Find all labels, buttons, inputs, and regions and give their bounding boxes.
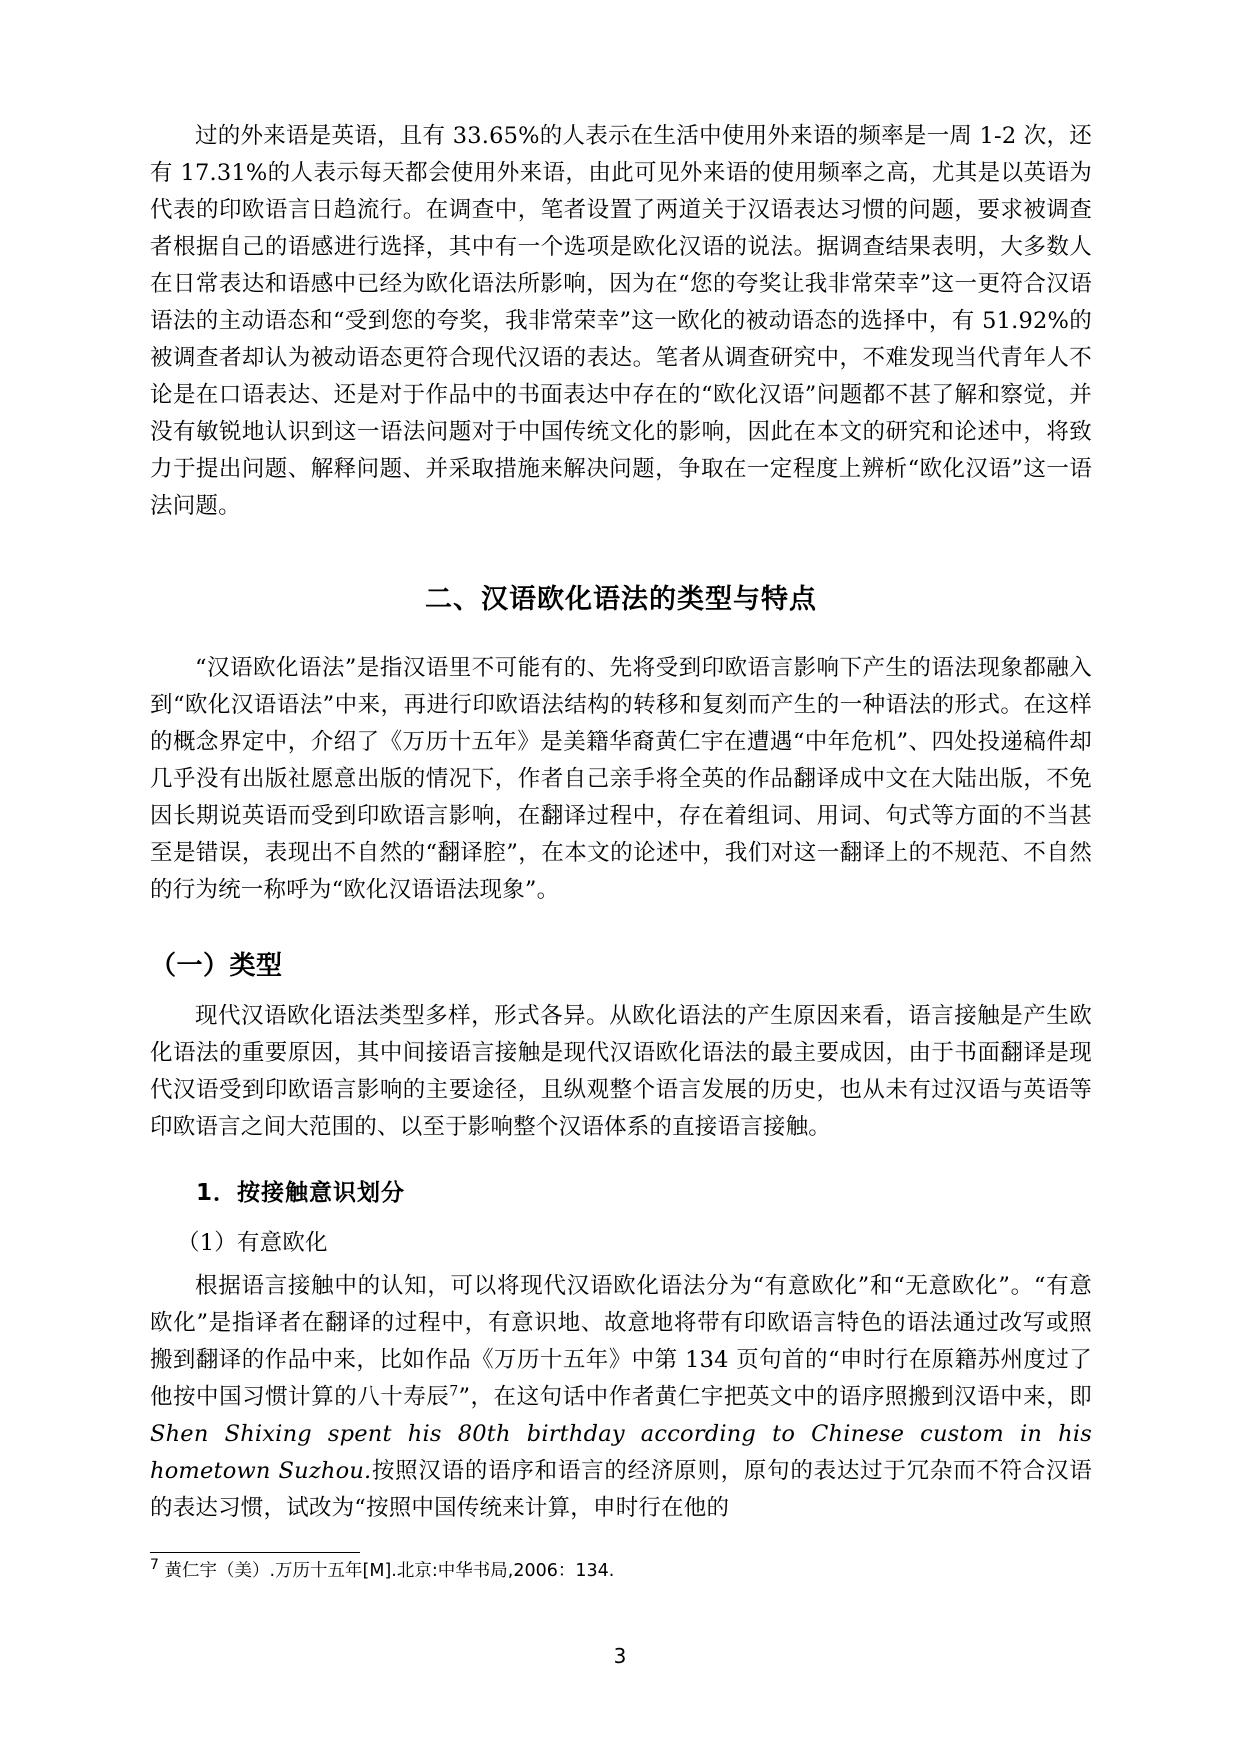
page-number: 3 (613, 1644, 627, 1668)
footnote-reference-marker: 7 (449, 1383, 459, 1400)
english-quotation: Shen Shixing spent his 80th birthday according to Chinese custom in his hometown Suzhou. (150, 1421, 1092, 1484)
subsection-heading-types: （一）类型 (150, 951, 283, 981)
footnote-citation: 黄仁宇（美）.万历十五年[M].北京:中华书局,2006：134. (158, 1561, 615, 1581)
item-heading-contact-awareness: 1．按接触意识划分 (196, 1180, 406, 1206)
paragraph-definition: “汉语欧化语法”是指汉语里不可能有的、先将受到印欧语言影响下产生的语法现象都融入到“欧化汉语语法”中来，再进行印欧语法结构的转移和复刻而产生的一种语法的形式。在这样的概念界定中，介绍了《万历十五年》是美籍华裔黄仁宇在遭遇“中年危机”、四处投递稿件却几乎没有出版社愿意出版的情况下，作者自己亲手将全英的作品翻译成中文在大陆出版，不免因长期说英语而受到印欧语言影响，在翻译过程中，存在着组词、用词、句式等方面的不当甚至是错误，表现出不自然的“翻译腔”，在本文的论述中，我们对这一翻译上的不规范、不自然的行为统一称呼为“欧化汉语语法现象”。 (150, 655, 1092, 903)
paragraph-continuation: 过的外来语是英语，且有 33.65%的人表示在生活中使用外来语的频率是一周 1-2 次，还有 17.31%的人表示每天都会使用外来语，由此可见外来语的使用频率之高，尤其是以英语为代表的印欧语言日趋流行。在调查中，笔者设置了两道关于汉语表达习惯的问题，要求被调查者根据自己的语感进行选择，其中有一个选项是欧化汉语的说法。据调查结果表明，大多数人在日常表达和语感中已经为欧化语法所影响，因为在“您的夸奖让我非常荣幸”这一更符合汉语语法的主动语态和“受到您的夸奖，我非常荣幸”这一欧化的被动语态的选择中，有 51.92%的被调查者却认为被动语态更符合现代汉语的表达。笔者从调查研究中，不难发现当代青年人不论是在口语表达、还是对于作品中的书面表达中存在的“欧化汉语”问题都不甚了解和察觉，并没有敏锐地认识到这一语法问题对于中国传统文化的影响，因此在本文的研究和论述中，将致力于提出问题、解释问题、并采取措施来解决问题，争取在一定程度上辨析“欧化汉语”这一语法问题。 (150, 123, 1092, 519)
sub-label-intentional: （1）有意欧化 (177, 1230, 328, 1256)
section-heading: 二、汉语欧化语法的类型与特点 (425, 584, 817, 615)
footnote-divider (150, 1552, 360, 1553)
footnote-entry (150, 1559, 1090, 1583)
paragraph-text-part-1: 根据语言接触中的认知，可以将现代汉语欧化语法分为“有意欧化”和“无意欧化”。“有意欧化”是指译者在翻译的过程中，有意识地、故意地将带有印欧语言特色的语法通过改写或照搬到翻译的作品中来，比如作品《万历十五年》中第 134 页句首的“申时行在原籍苏州度过了他按中国习惯计算的八十寿辰 (150, 1273, 1092, 1410)
footnote-number: 7 (150, 1557, 159, 1574)
paragraph-text-part-2: ”，在这句话中作者黄仁宇把英文中的语序照搬到汉语中来，即 (458, 1384, 1093, 1410)
paragraph-intentional-europeanization (150, 1268, 1092, 1527)
paragraph-text-part-3: 按照汉语的语序和语言的经济原则，原句的表达过于冗杂而不符合汉语的表达习惯，试改为“按照中国传统来计算，申时行在他的 (150, 1458, 1092, 1521)
paragraph-types-overview: 现代汉语欧化语法类型多样，形式各异。从欧化语法的产生原因来看，语言接触是产生欧化语法的重要原因，其中间接语言接触是现代汉语欧化语法的最主要成因，由于书面翻译是现代汉语受到印欧语言影响的主要途径，且纵观整个语言发展的历史，也从未有过汉语与英语等印欧语言之间大范围的、以至于影响整个汉语体系的直接语言接触。 (150, 1003, 1092, 1140)
footnote-area (150, 1552, 1090, 1583)
